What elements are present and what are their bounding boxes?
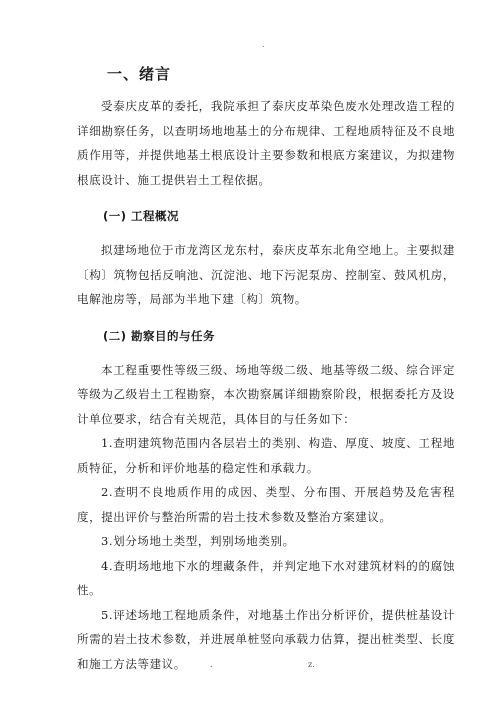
list-item: 5.评述场地工程地质条件，对地基土作出分析评价，提供桩基设计所需的岩土技术参数，并进展单桩竖向承载力估算，提出桩类型、长度和施工方法等建议。	[77, 607, 455, 671]
header-dot: .	[262, 40, 265, 49]
purpose-paragraph: 本工程重要性等级三级、场地等级二级、地基等级二级、综合评定等级为乙级岩土工程勘察，本次勘察属详细勘察阶段，根据委托方及设计单位要求，结合有关规范，具体目的与任务如下：	[77, 362, 455, 426]
list-item: 2.查明不良地质作用的成因、类型、分布围、开展趋势及危害程度，提出评价与整治所需的岩土技术参数及整治方案建议。	[77, 485, 455, 524]
overview-paragraph: 拟建场地位于市龙湾区龙东村，泰庆皮革东北角空地上。主要拟建〔构〕筑物包括反响池、沉淀池、地下污泥泵房、控制室、鼓风机房，电解池房等，局部为半地下建〔构〕筑物。	[77, 243, 455, 306]
list-item: 3.划分场地土类型，判别场地类别。	[101, 534, 295, 548]
section-title: 一、绪言	[107, 65, 172, 83]
footer-mark-right: z.	[308, 660, 315, 669]
footer-dot-left: .	[210, 660, 213, 669]
list-item: 4.查明场地地下水的埋藏条件，并判定地下水对建筑材料的的腐蚀性。	[77, 558, 455, 597]
list-item: 1.查明建筑物范围内各层岩土的类别、构造、厚度、坡度、工程地质特征，分析和评价地基的稳定性和承载力。	[77, 436, 455, 475]
subsection-title-purpose: (二) 勘察目的与任务	[103, 328, 216, 343]
subsection-title-overview: (一) 工程概况	[103, 209, 180, 223]
intro-paragraph: 受泰庆皮革的委托，我院承担了泰庆皮革染色废水处理改造工程的详细勘察任务，以查明场地地基土的分布规律、工程地质特征及不良地质作用等，并提供地基土根底设计主要参数和根底方案建议，为拟建物根底设计、施工提供岩土工程依据。	[77, 99, 455, 187]
document-page	[77, 62, 455, 676]
